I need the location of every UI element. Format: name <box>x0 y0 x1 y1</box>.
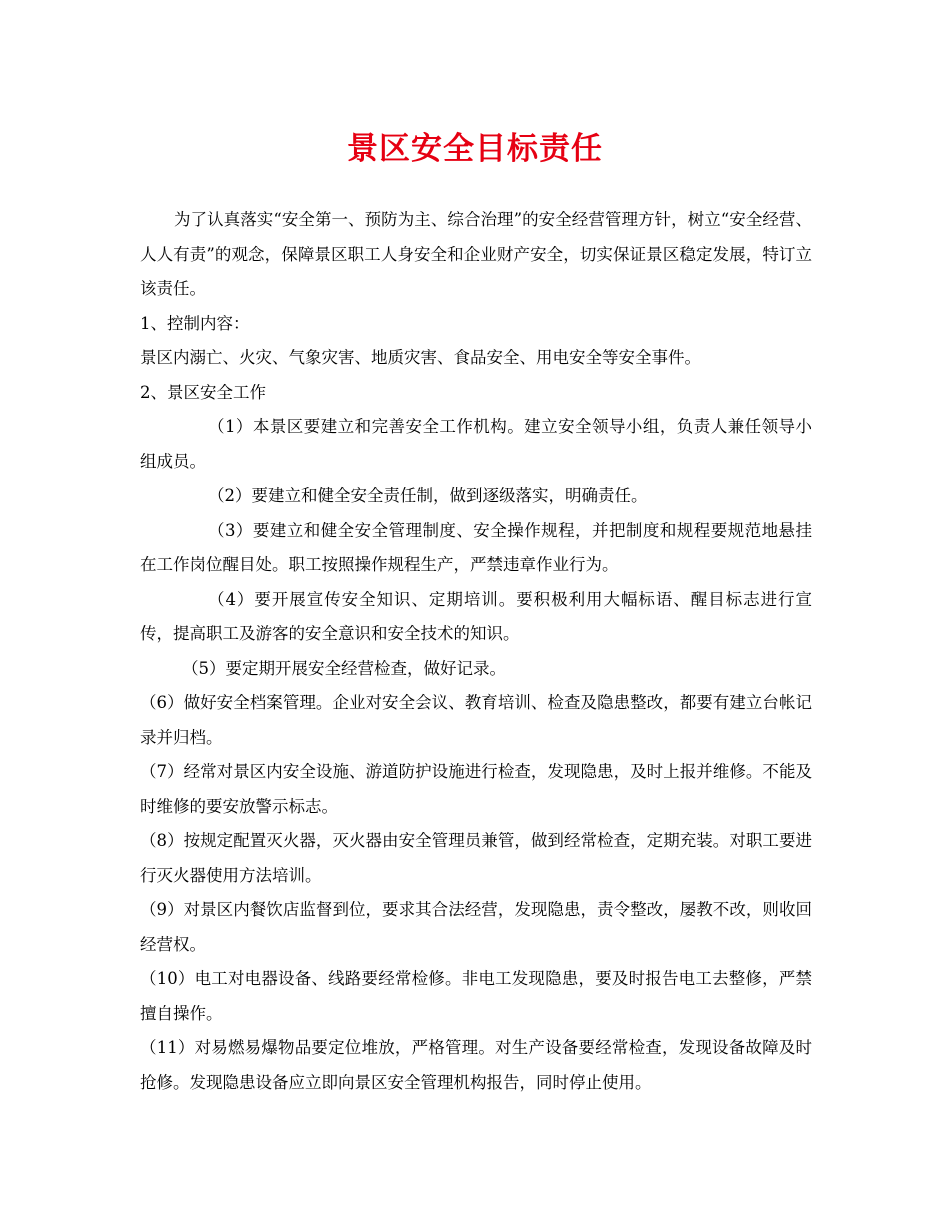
safety-item-6: （6）做好安全档案管理。企业对安全会议、教育培训、检查及隐患整改，都要有建立台帐记录并归档。 <box>140 693 812 747</box>
safety-item-10: （10）电工对电器设备、线路要经常检修。非电工发现隐患，要及时报告电工去整修，严禁擅自操作。 <box>140 969 812 1023</box>
safety-item-11: （11）对易燃易爆物品要定位堆放，严格管理。对生产设备要经常检查，发现设备故障及时抢修。发现隐患设备应立即向景区安全管理机构报告，同时停止使用。 <box>140 1038 812 1092</box>
intro-paragraph: 为了认真落实“安全第一、预防为主、综合治理”的安全经营管理方针，树立“安全经营、人人有责”的观念，保障景区职工人身安全和企业财产安全，切实保证景区稳定发展，特订立该责任。 <box>140 210 812 298</box>
section-heading-control-content: 1、控制内容： <box>140 313 250 333</box>
document-title: 景区安全目标责任 <box>347 131 603 167</box>
safety-item-9: （9）对景区内餐饮店监督到位，要求其合法经营，发现隐患，责令整改，屡教不改，则收回经营权。 <box>140 900 812 954</box>
safety-item-4: （4）要开展宣传安全知识、定期培训。要积极利用大幅标语、醒目标志进行宣传，提高职工及游客的安全意识和安全技术的知识。 <box>140 589 812 643</box>
document-body <box>140 203 812 1100</box>
control-content-paragraph: 景区内溺亡、火灾、气象灾害、地质灾害、食品安全、用电安全等安全事件。 <box>140 348 701 367</box>
safety-item-8: （8）按规定配置灭火器，灭火器由安全管理员兼管，做到经常检查，定期充装。对职工要进行灭火器使用方法培训。 <box>140 831 812 885</box>
safety-item-7: （7）经常对景区内安全设施、游道防护设施进行检查，发现隐患，及时上报并维修。不能及时维修的要安放警示标志。 <box>140 762 812 816</box>
safety-item-2: （2）要建立和健全安全责任制，做到逐级落实，明确责任。 <box>208 486 648 505</box>
safety-item-1: （1）本景区要建立和完善安全工作机构。建立安全领导小组，负责人兼任领导小组成员。 <box>140 417 812 471</box>
section-heading-safety-work: 2、景区安全工作 <box>140 382 266 402</box>
safety-item-3: （3）要建立和健全安全管理制度、安全操作规程，并把制度和规程要规范地悬挂在工作岗位醒目处。职工按照操作规程生产，严禁违章作业行为。 <box>140 520 812 574</box>
safety-item-5: （5）要定期开展安全经营检查，做好记录。 <box>182 658 506 678</box>
